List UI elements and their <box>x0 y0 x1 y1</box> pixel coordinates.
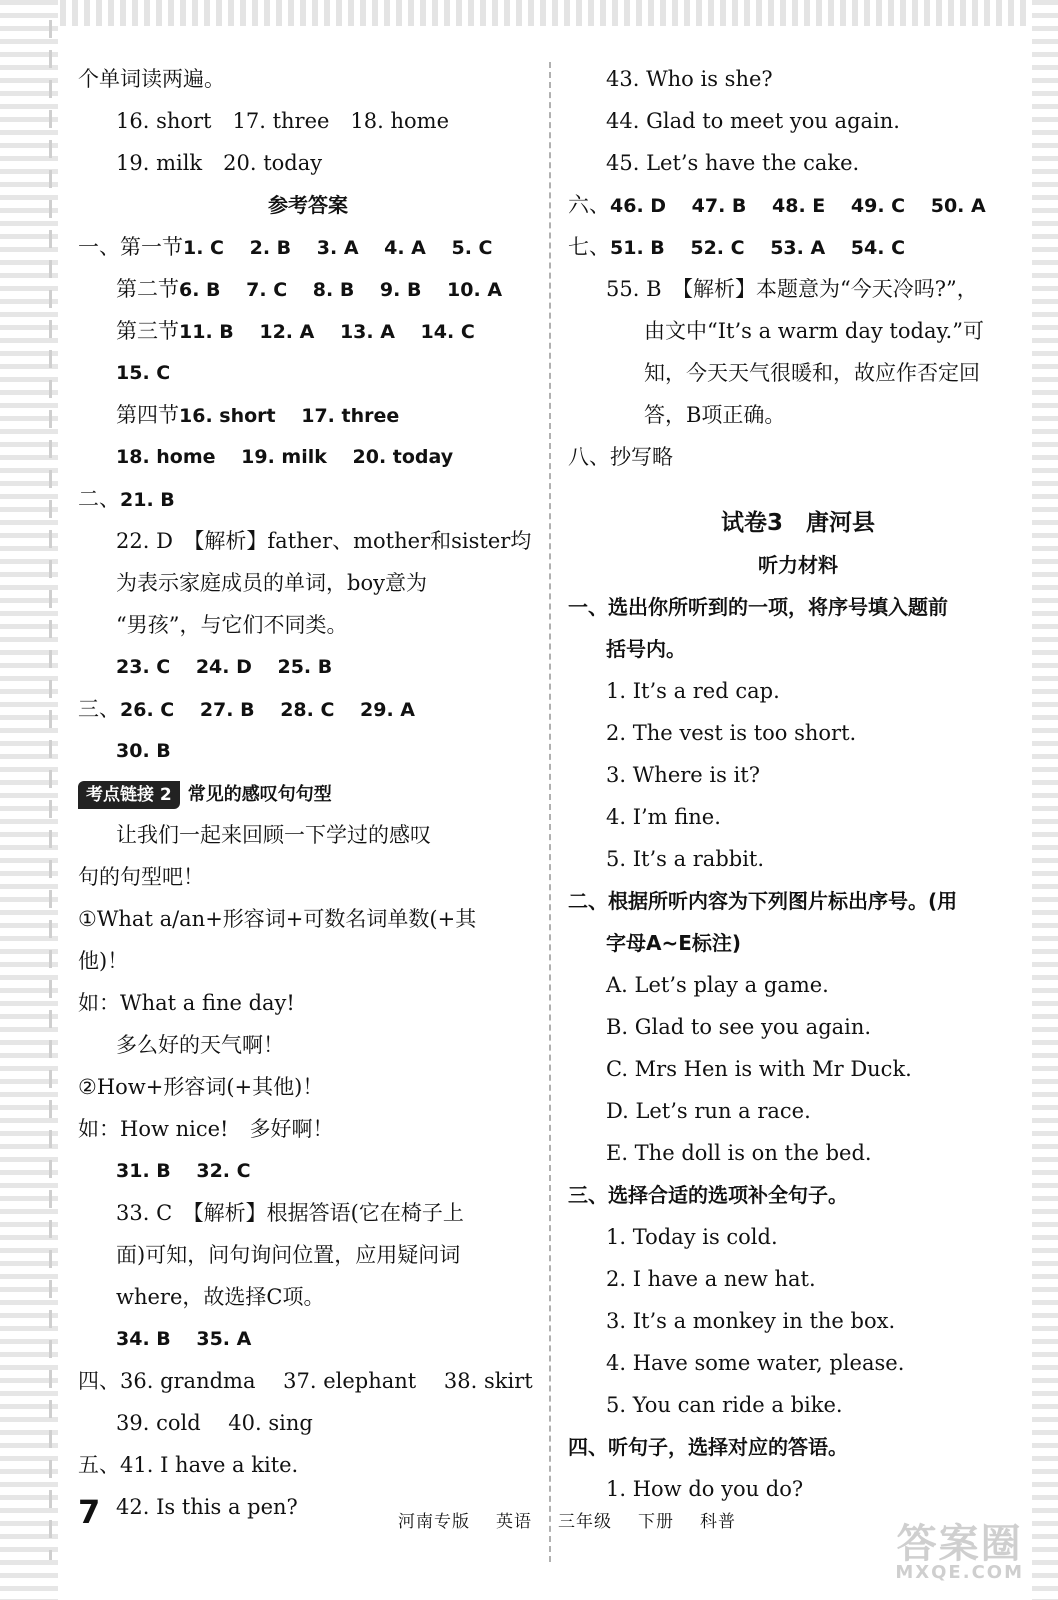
list-item: 5. It’s a rabbit. <box>606 847 765 871</box>
answer-line: 18. home 19. milk 20. today <box>116 446 454 468</box>
decorative-border-left <box>0 0 58 1600</box>
list-item: 2. The vest is too short. <box>606 721 857 745</box>
section-heading: 四、听句子，选择对应的答语。 <box>568 1435 848 1459</box>
listening-list-2 <box>568 964 1028 1174</box>
list-item: 4. I’m fine. <box>606 805 721 829</box>
section-label: 五、 <box>78 1453 120 1477</box>
decorative-border-top <box>0 0 1058 26</box>
watermark-url: MXQE.COM <box>895 1562 1024 1583</box>
publisher-label: 科普 <box>700 1512 736 1532</box>
answer-items: 51. B 52. C 53. A 54. C <box>610 237 906 259</box>
answer-line: 44. Glad to meet you again. <box>606 109 900 133</box>
knowledge-line: 让我们一起来回顾一下学过的感叹 <box>116 823 431 847</box>
answer-line: 15. C <box>116 362 171 384</box>
subject-label: 英语 <box>496 1512 532 1532</box>
list-item: 3. Where is it? <box>606 763 760 787</box>
answer-line <box>78 1360 538 1402</box>
section-heading: 括号内。 <box>606 637 686 661</box>
answer-line: 34. B 35. A <box>116 1328 252 1350</box>
volume-label: 下册 <box>638 1512 674 1532</box>
answer-line <box>78 310 538 352</box>
list-item: C. Mrs Hen is with Mr Duck. <box>606 1057 912 1081</box>
text-line: 19. milk 20. today <box>116 151 323 175</box>
answer-line <box>568 226 1028 268</box>
section-label: 第二节 <box>116 277 179 301</box>
list-item: 2. I have a new hat. <box>606 1267 816 1291</box>
answer-items: 6. B 7. C 8. B 9. B 10. A <box>179 279 503 301</box>
section-label: 三、 <box>78 697 120 721</box>
footer-info <box>398 1507 762 1532</box>
section-heading: 一、选出你所听到的一项，将序号填入题前 <box>568 595 948 619</box>
answer-line <box>78 394 538 436</box>
explanation-line: 答，B项正确。 <box>644 403 786 427</box>
answer-items: 21. B <box>120 489 175 511</box>
answer-section-title: 参考答案 <box>268 193 348 217</box>
knowledge-line: 多么好的天气啊！ <box>116 1033 284 1057</box>
answer-line: 42. Is this a pen? <box>116 1495 298 1519</box>
knowledge-line: 如：What a fine day! <box>78 991 295 1015</box>
answer-line: 45. Let’s have the cake. <box>606 151 860 175</box>
answer-items: 11. B 12. A 13. A 14. C <box>179 321 475 343</box>
edition-label: 河南专版 <box>398 1512 470 1532</box>
explanation-line: where，故选择C项。 <box>116 1285 325 1309</box>
answer-items: 16. short 17. three <box>179 405 400 427</box>
answer-line: 30. B <box>116 740 171 762</box>
knowledge-link-tag: 考点链接 2 <box>78 781 180 809</box>
knowledge-line: 如：How nice! 多好啊！ <box>78 1117 334 1141</box>
answer-line: 31. B 32. C <box>116 1160 251 1182</box>
answer-line: 55. B 【解析】本题意为“今天冷吗?”， <box>606 277 978 301</box>
right-column <box>568 58 1028 1510</box>
section-label: 一、第一节 <box>78 235 183 259</box>
knowledge-link-header <box>78 772 538 814</box>
explanation-line: 知，今天天气很暖和，故应作否定回 <box>644 361 980 385</box>
knowledge-line: 他)！ <box>78 949 129 973</box>
text-line: 16. short 17. three 18. home <box>116 109 450 133</box>
answer-line: 八、抄写略 <box>568 445 673 469</box>
answer-line <box>78 688 538 730</box>
answer-page <box>58 26 1032 1566</box>
answer-line: 22. D 【解析】father、mother和sister均 <box>116 529 532 553</box>
answer-line <box>78 478 538 520</box>
section-label: 四、 <box>78 1369 120 1393</box>
column-divider <box>549 62 551 1562</box>
answer-line: 23. C 24. D 25. B <box>116 656 333 678</box>
section-heading: 字母A~E标注) <box>606 931 742 955</box>
explanation-line: “男孩”，与它们不同类。 <box>116 613 348 637</box>
answer-line <box>78 226 538 268</box>
explanation-line: 为表示家庭成员的单词，boy意为 <box>116 571 427 595</box>
section-label: 第四节 <box>116 403 179 427</box>
grade-label: 三年级 <box>558 1512 612 1532</box>
list-item: 5. You can ride a bike. <box>606 1393 843 1417</box>
answer-line: 33. C 【解析】根据答语(它在椅子上 <box>116 1201 464 1225</box>
list-item: A. Let’s play a game. <box>606 973 829 997</box>
answer-items: 36. grandma 37. elephant 38. skirt <box>120 1369 533 1393</box>
list-item: 1. How do you do? <box>606 1477 804 1501</box>
list-item: 4. Have some water, please. <box>606 1351 905 1375</box>
section-heading: 二、根据所听内容为下列图片标出序号。(用 <box>568 889 958 913</box>
explanation-line: 面)可知，问句询问位置，应用疑问词 <box>116 1243 461 1267</box>
knowledge-line: 句的句型吧！ <box>78 865 204 889</box>
answer-line <box>78 268 538 310</box>
answer-items: 41. I have a kite. <box>120 1453 299 1477</box>
knowledge-line: ②How+形容词(+其他)！ <box>78 1075 324 1099</box>
text-line: 个单词读两遍。 <box>78 67 225 91</box>
section-label: 第三节 <box>116 319 179 343</box>
listening-list-1 <box>568 670 1028 880</box>
list-item: B. Glad to see you again. <box>606 1015 872 1039</box>
knowledge-link-title: 常见的感叹句句型 <box>187 784 332 805</box>
answer-line <box>568 184 1028 226</box>
answer-items: 46. D 47. B 48. E 49. C 50. A <box>610 195 986 217</box>
answer-line <box>78 1444 538 1486</box>
watermark-text: 答案圈 <box>896 1521 1023 1567</box>
list-item: 3. It’s a monkey in the box. <box>606 1309 896 1333</box>
listening-title: 听力材料 <box>758 553 838 577</box>
page-number: 7 <box>78 1493 101 1531</box>
listening-list-3 <box>568 1216 1028 1426</box>
answer-line: 43. Who is she? <box>606 67 773 91</box>
list-item: 1. Today is cold. <box>606 1225 778 1249</box>
section-label: 二、 <box>78 487 120 511</box>
list-item: D. Let’s run a race. <box>606 1099 811 1123</box>
section-label: 七、 <box>568 235 610 259</box>
explanation-line: 由文中“It’s a warm day today.”可 <box>644 319 984 343</box>
page-footer <box>78 1493 978 1553</box>
decorative-border-right <box>1032 0 1058 1600</box>
section-label: 六、 <box>568 193 610 217</box>
list-item: 1. It’s a red cap. <box>606 679 780 703</box>
list-item: E. The doll is on the bed. <box>606 1141 872 1165</box>
answer-line: 39. cold 40. sing <box>116 1411 313 1435</box>
paper-title: 试卷3 唐河县 <box>720 510 875 536</box>
answer-items: 26. C 27. B 28. C 29. A <box>120 699 416 721</box>
watermark-logo <box>895 1521 1024 1583</box>
answer-items: 1. C 2. B 3. A 4. A 5. C <box>183 237 493 259</box>
left-column <box>78 58 538 1528</box>
section-heading: 三、选择合适的选项补全句子。 <box>568 1183 848 1207</box>
knowledge-line: ①What a/an+形容词+可数名词单数(+其 <box>78 907 477 931</box>
